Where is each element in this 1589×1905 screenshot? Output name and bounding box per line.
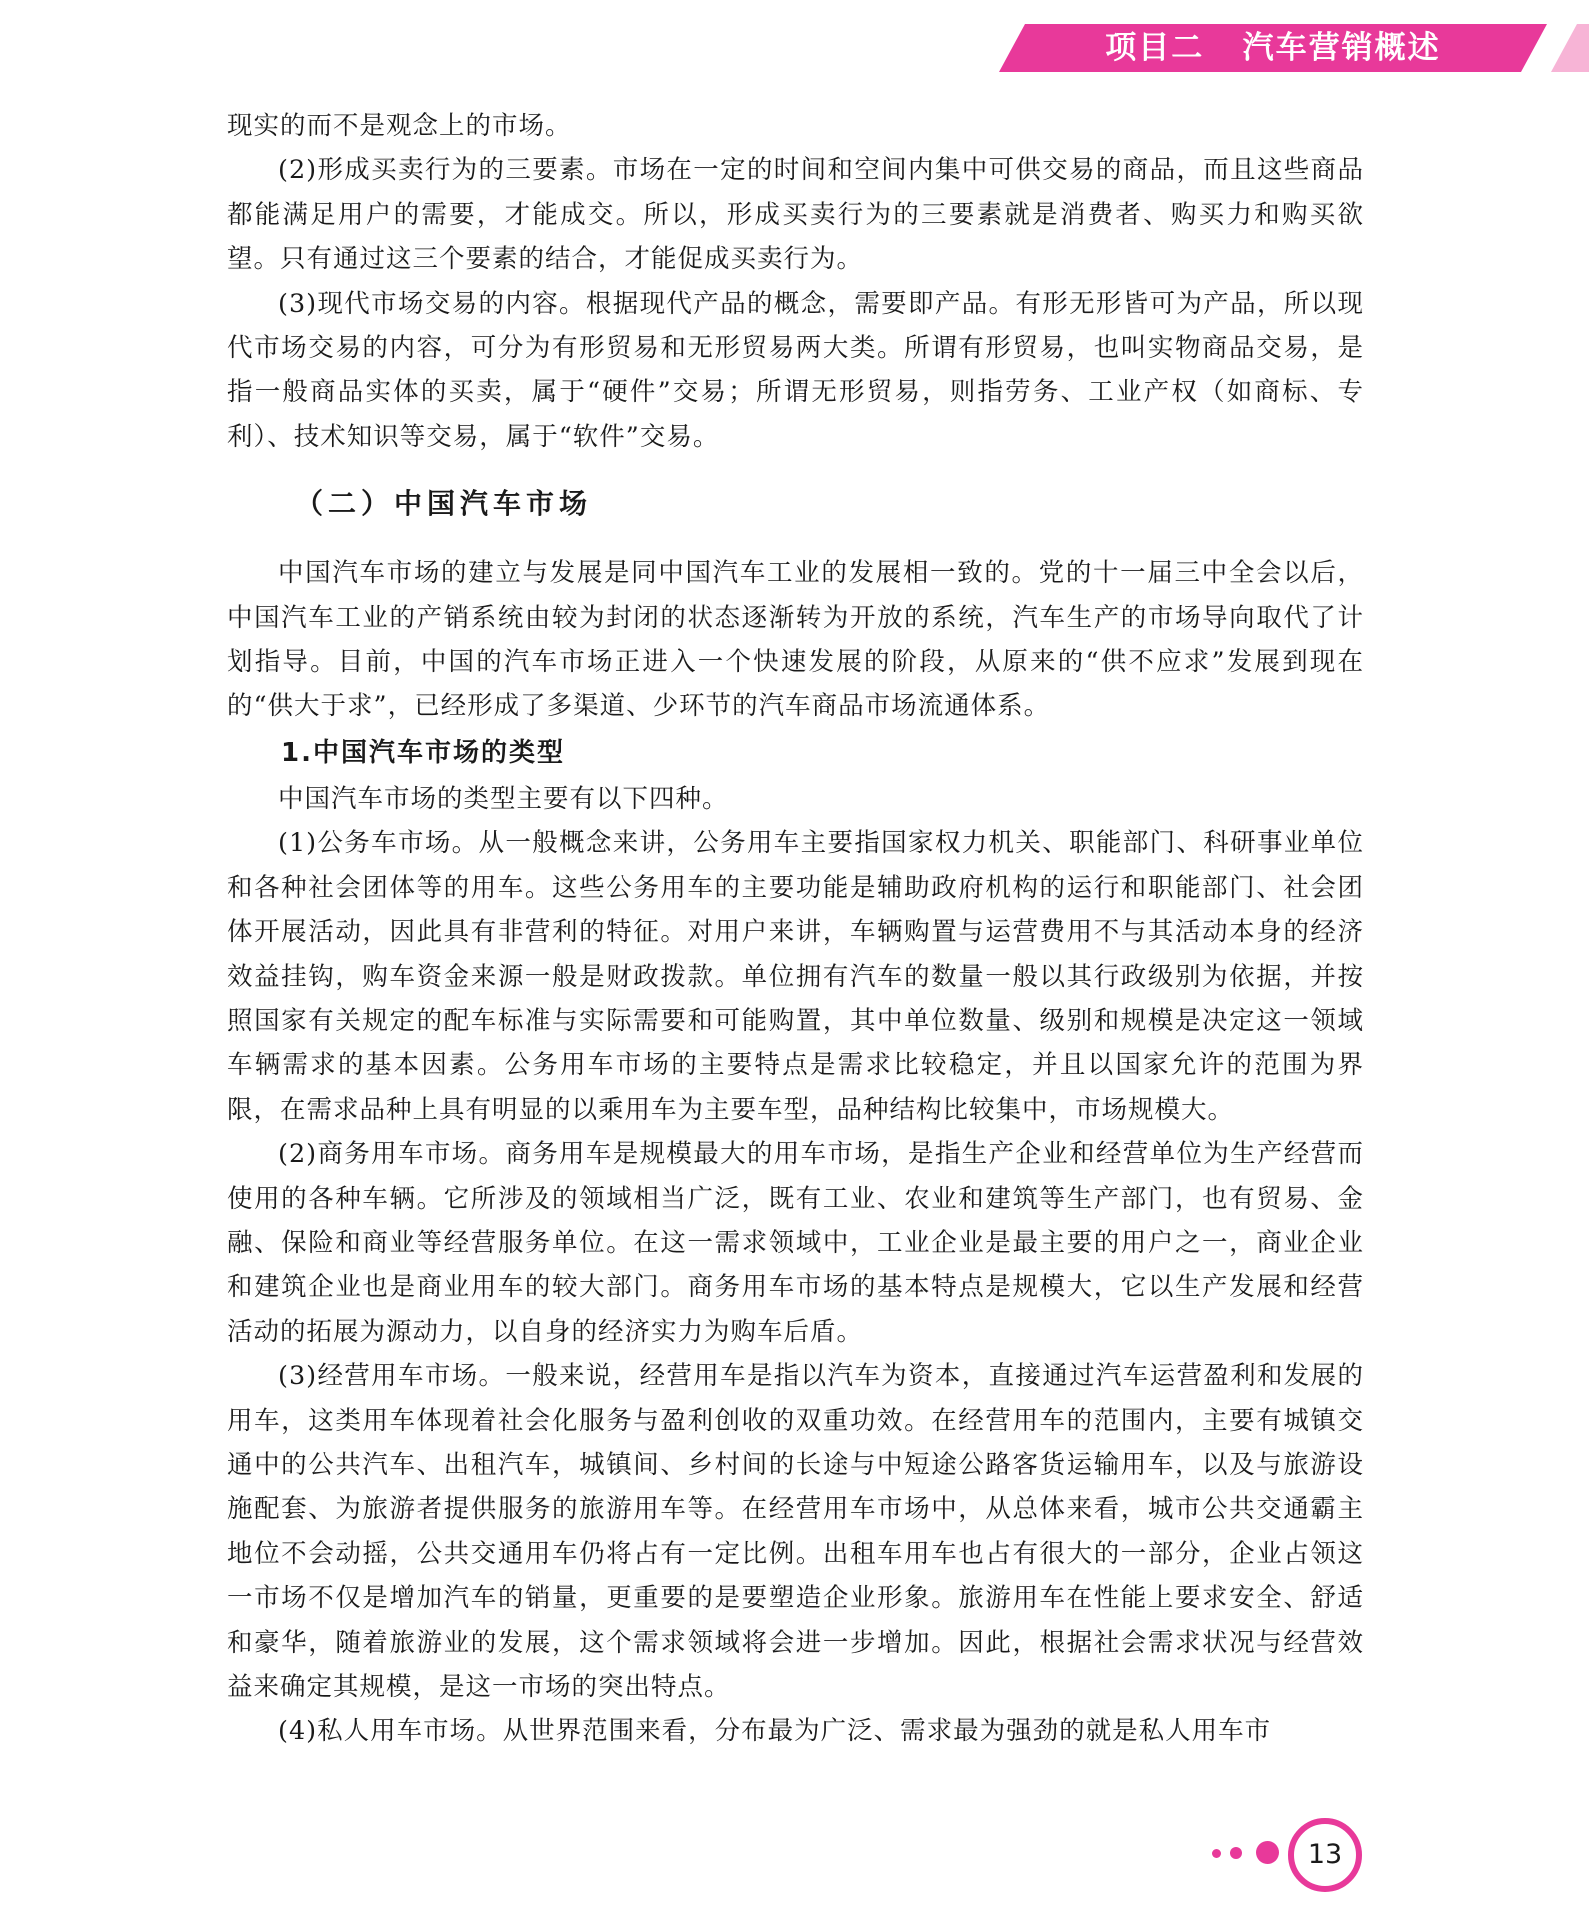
page-number: 13 — [1288, 1818, 1362, 1892]
paragraph-continuation: 现实的而不是观念上的市场。 — [227, 111, 572, 141]
paragraph-business-vehicles: (2)商务用车市场。商务用车是规模最大的用车市场，是指生产企业和经营单位为生产经营而使用的各种车辆。它所涉及的领域相当广泛，既有工业、农业和建筑等生产部门，也有贸易、金融、保险和商业等经营服务单位。在这一需求领域中，工业企业是最主要的用户之一，商业企业和建筑企业也是商业用车的较大部门。商务用车市场的基本特点是规模大，它以生产发展和经营活动的拓展为源动力，以自身的经济实力为购车后盾。 — [227, 1139, 1364, 1347]
chapter-header — [999, 24, 1589, 76]
paragraph-trade-content: (3)现代市场交易的内容。根据现代产品的概念，需要即产品。有形无形皆可为产品，所以现代市场交易的内容，可分为有形贸易和无形贸易两大类。所谓有形贸易，也叫实物商品交易，是指一般商品实体的买卖，属于“硬件”交易；所谓无形贸易，则指劳务、工业产权（如商标、专利）、技术知识等交易，属于“软件”交易。 — [227, 288, 1364, 452]
paragraph-operating-vehicles: (3)经营用车市场。一般来说，经营用车是指以汽车为资本，直接通过汽车运营盈利和发展的用车，这类用车体现着社会化服务与盈利创收的双重功效。在经营用车的范围内，主要有城镇交通中的公共汽车、出租汽车，城镇间、乡村间的长途与中短途公路客货运输用车，以及与旅游设施配套、为旅游者提供服务的旅游用车等。在经营用车市场中，从总体来看，城市公共交通霸主地位不会动摇，公共交通用车仍将占有一定比例。出租车用车也占有很大的一部分，企业占领这一市场不仅是增加汽车的销量，更重要的是要塑造企业形象。旅游用车在性能上要求安全、舒适和豪华，随着旅游业的发展，这个需求领域将会进一步增加。因此，根据社会需求状况与经营效益来确定其规模，是这一市场的突出特点。 — [227, 1361, 1364, 1702]
section-heading: （二）中国汽车市场 — [295, 487, 593, 521]
paragraph-three-elements: (2)形成买卖行为的三要素。市场在一定的时间和空间内集中可供交易的商品，而且这些商品都能满足用户的需要，才能成交。所以，形成买卖行为的三要素就是消费者、购买力和购买欲望。只有通过这三个要素的结合，才能促成买卖行为。 — [227, 155, 1364, 275]
paragraph-private-vehicles: (4)私人用车市场。从世界范围来看，分布最为广泛、需求最为强劲的就是私人用车市 — [278, 1716, 1272, 1747]
decor-dot-medium — [1230, 1847, 1242, 1859]
chapter-title: 项目二 汽车营销概述 — [1105, 30, 1441, 66]
subsection-heading: 1.中国汽车市场的类型 — [281, 737, 565, 768]
paragraph-types-intro: 中国汽车市场的类型主要有以下四种。 — [278, 783, 729, 814]
chapter-header-stripe — [1551, 24, 1589, 72]
paragraph-market-intro: 中国汽车市场的建立与发展是同中国汽车工业的发展相一致的。党的十一届三中全会以后，中国汽车工业的产销系统由较为封闭的状态逐渐转为开放的系统，汽车生产的市场导向取代了计划指导。目前，中国的汽车市场正进入一个快速发展的阶段，从原来的“供不应求”发展到现在的“供大于求”，已经形成了多渠道、少环节的汽车商品市场流通体系。 — [227, 558, 1364, 722]
decor-dot-large — [1256, 1841, 1279, 1864]
page-body — [227, 104, 1364, 1754]
paragraph-official-vehicles: (1)公务车市场。从一般概念来讲，公务用车主要指国家权力机关、职能部门、科研事业单位和各种社会团体等的用车。这些公务用车的主要功能是辅助政府机构的运行和职能部门、社会团体开展活动，因此具有非营利的特征。对用户来讲，车辆购置与运营费用不与其活动本身的经济效益挂钩，购车资金来源一般是财政拨款。单位拥有汽车的数量一般以其行政级别为依据，并按照国家有关规定的配车标准与实际需要和可能购置，其中单位数量、级别和规模是决定这一领域车辆需求的基本因素。公务用车市场的主要特点是需求比较稳定，并且以国家允许的范围为界限，在需求品种上具有明显的以乘用车为主要车型，品种结构比较集中，市场规模大。 — [227, 828, 1364, 1125]
decor-dot-small — [1212, 1849, 1221, 1858]
page-number-badge — [1212, 1818, 1392, 1888]
